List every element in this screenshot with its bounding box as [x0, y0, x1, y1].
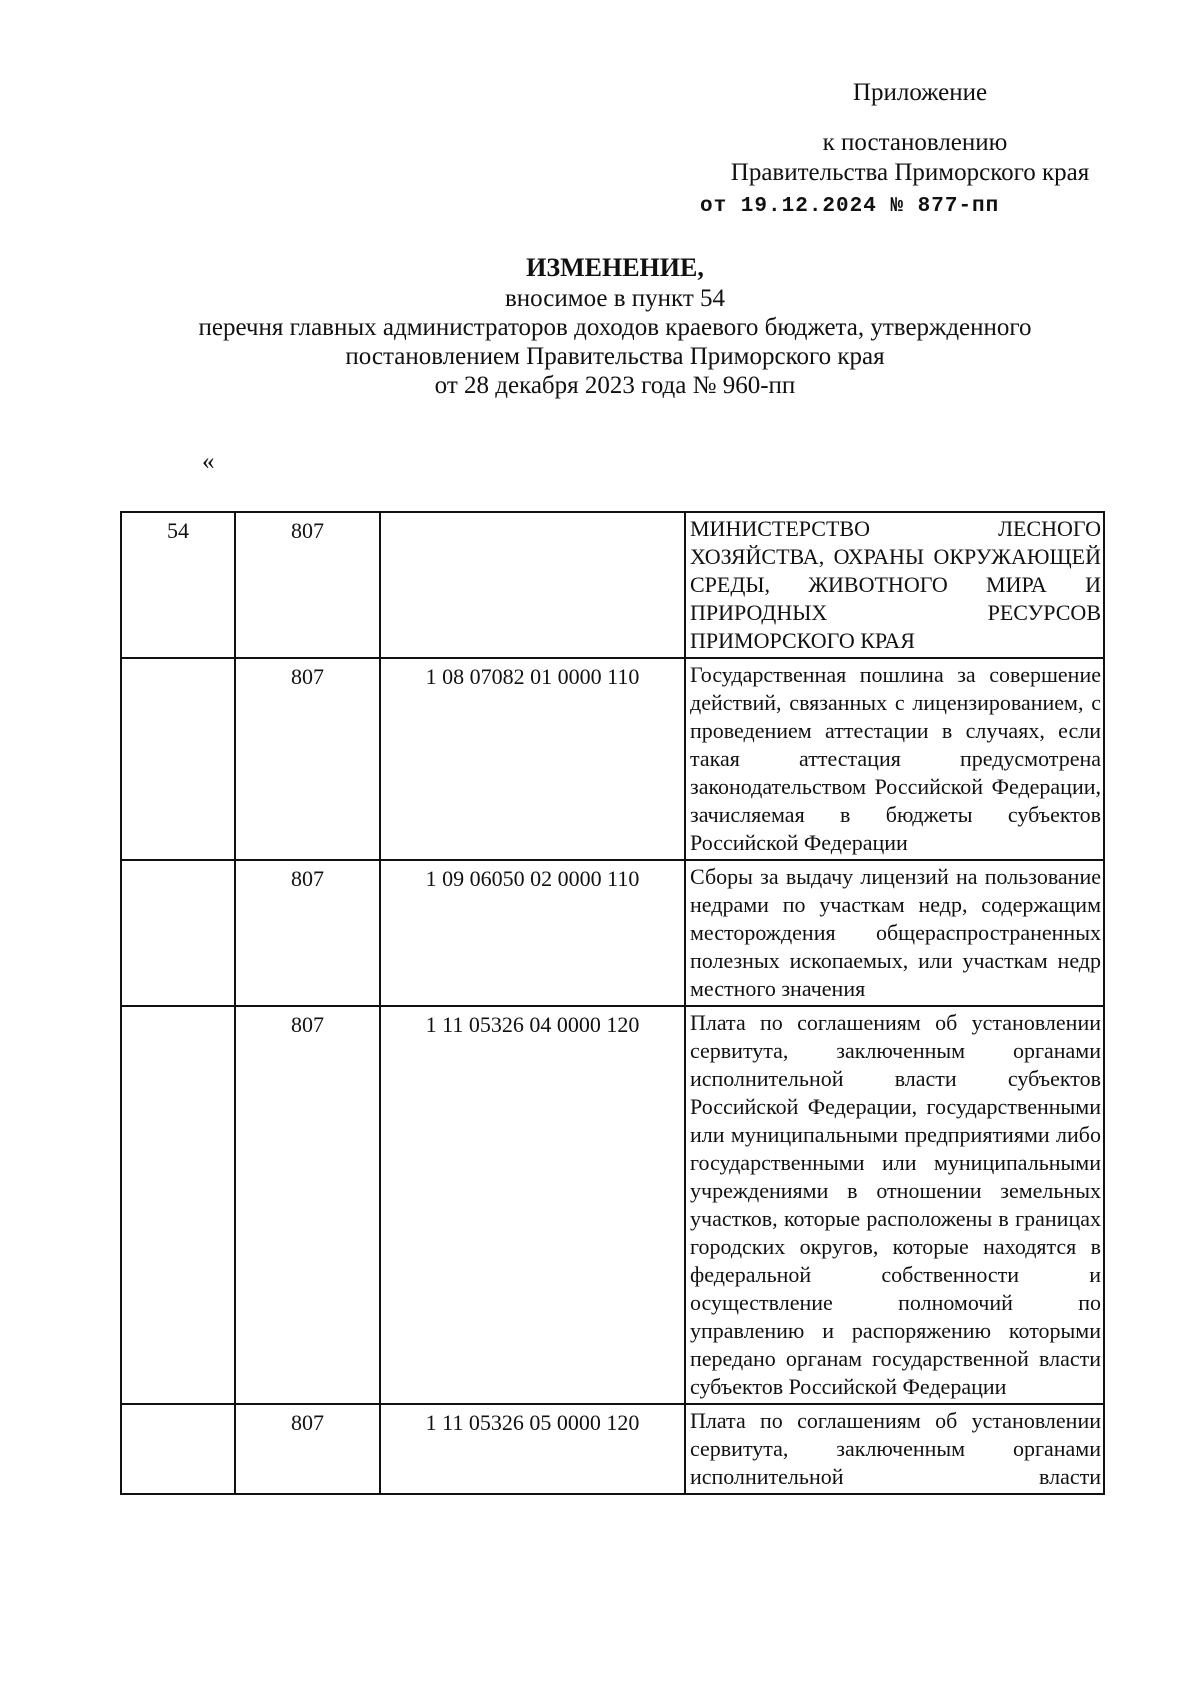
- description-cell: МИНИСТЕРСТВО ЛЕСНОГО ХОЗЯЙСТВА, ОХРАНЫ ОКРУЖАЮЩЕЙ СРЕДЫ, ЖИВОТНОГО МИРА И ПРИРОДНЫХ РЕСУРСОВ ПРИМОРСКОГО КРАЯ: [685, 512, 1104, 658]
- appendix-government: Правительства Приморского края: [730, 159, 1090, 186]
- subtitle-line-2: перечня главных администраторов доходов краевого бюджета, утвержденного: [198, 314, 1032, 341]
- document-title: ИЗМЕНЕНИЕ,: [526, 253, 704, 282]
- description-cell: Плата по соглашениям об установлении сервитута, заключенным органами исполнительной власти субъектов Российской Федерации, государственными или муниципальными предприятиями либо государственными или муниципальными учреждениями в отношении земельных участков, которые расположены в границах городских округов, которые находятся в федеральной собственности и осуществление полномочий по управлению и распоряжению которыми передано органам государственной власти субъектов Российской Федерации: [685, 1006, 1104, 1404]
- revenue-code-cell: 1 09 06050 02 0000 110: [380, 860, 685, 1006]
- row-number-cell: 54: [121, 512, 235, 658]
- subtitle-line-4: от 28 декабря 2023 года № 960-пп: [434, 372, 796, 399]
- revenue-administrators-table: [120, 511, 1105, 1495]
- opening-quote: «: [202, 448, 215, 475]
- table-row: [121, 860, 1104, 1006]
- row-number-cell: [121, 860, 235, 1006]
- document-header: [100, 252, 1130, 400]
- subtitle-line-3: постановлением Правительства Приморского края: [345, 343, 885, 370]
- row-number-cell: [121, 1404, 235, 1494]
- description-cell: Плата по соглашениям об установлении сервитута, заключенным органами исполнительной власти: [685, 1404, 1104, 1494]
- admin-code-cell: 807: [235, 1404, 380, 1494]
- row-number-cell: [121, 658, 235, 860]
- subtitle-line-1: вносимое в пункт 54: [504, 285, 726, 312]
- admin-code-cell: 807: [235, 658, 380, 860]
- description-cell: Сборы за выдачу лицензий на пользование недрами по участкам недр, содержащим месторождения общераспространенных полезных ископаемых, или участкам недр местного значения: [685, 860, 1104, 1006]
- revenue-code-cell: 1 11 05326 04 0000 120: [380, 1006, 685, 1404]
- row-number-cell: [121, 1006, 235, 1404]
- admin-code-cell: 807: [235, 860, 380, 1006]
- revenue-code-cell: 1 08 07082 01 0000 110: [380, 658, 685, 860]
- table-row: [121, 512, 1104, 658]
- description-cell: Государственная пошлина за совершение действий, связанных с лицензированием, с проведением аттестации в случаях, если такая аттестация предусмотрена законодательством Российской Федерации, зачисляемая в бюджеты субъектов Российской Федерации: [685, 658, 1104, 860]
- revenue-code-cell: [380, 512, 685, 658]
- table-row: [121, 1006, 1104, 1404]
- revenue-code-cell: 1 11 05326 05 0000 120: [380, 1404, 685, 1494]
- appendix-to: к постановлению: [822, 129, 1008, 156]
- appendix-date-number: от 19.12.2024 № 877-пп: [700, 195, 1000, 218]
- table-row: [121, 658, 1104, 860]
- table-row: [121, 1404, 1104, 1494]
- appendix-label: Приложение: [852, 79, 988, 106]
- admin-code-cell: 807: [235, 1006, 380, 1404]
- admin-code-cell: 807: [235, 512, 380, 658]
